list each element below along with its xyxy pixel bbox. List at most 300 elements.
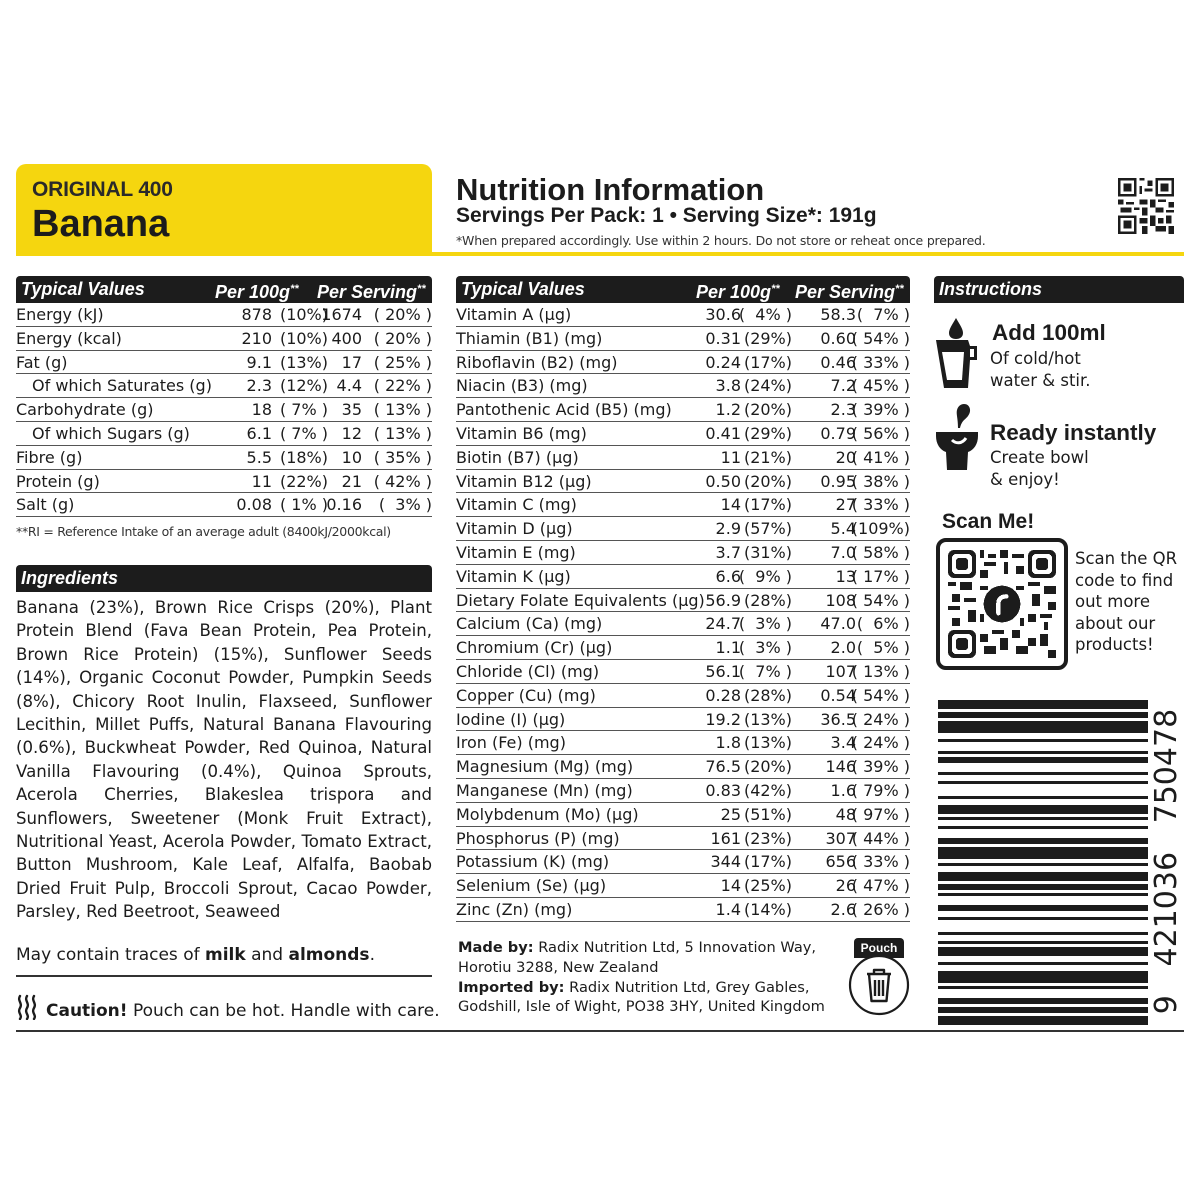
nutrient-name: Carbohydrate (g)	[16, 400, 154, 420]
disposal-label: Pouch	[854, 938, 904, 958]
per100-value: 6.1	[246, 423, 272, 443]
made-by-line	[458, 938, 825, 958]
per100-ri: (10%)	[279, 305, 328, 324]
col-perserving-label: Per Serving	[795, 282, 896, 302]
perserving-value: 21	[341, 471, 362, 491]
nutrient-name: Chromium (Cr) (µg)	[456, 638, 613, 658]
col-per100-stars: **	[771, 283, 780, 295]
step2-text	[990, 447, 1089, 491]
nutrient-row	[456, 398, 910, 422]
nutrient-row	[16, 327, 432, 351]
per100-value: 18	[251, 400, 272, 420]
perserving-ri: ( 33% )	[851, 495, 910, 515]
perserving-value: 307	[825, 828, 856, 848]
perserving-value: 7.2	[830, 376, 856, 396]
perserving-ri: ( 25% )	[373, 352, 432, 372]
perserving-ri: ( 20% )	[373, 328, 432, 348]
nutrient-row	[456, 541, 910, 565]
per100-value: 210	[241, 328, 272, 348]
perserving-ri: ( 7% )	[856, 305, 910, 324]
perserving-value: 0.16	[326, 495, 362, 515]
perserving-ri: ( 54% )	[851, 685, 910, 705]
barcode-bar	[938, 772, 1148, 775]
barcode-bar	[938, 757, 1148, 763]
header-underline	[432, 252, 1184, 256]
nutrient-row	[456, 303, 910, 327]
heat-wave-icon	[16, 994, 38, 1020]
nutrient-name: Vitamin K (µg)	[456, 566, 571, 586]
barcode-bar	[938, 700, 1148, 709]
barcode-bar	[938, 941, 1148, 944]
per100-value: 2.9	[715, 519, 741, 539]
caution-divider	[16, 975, 432, 977]
per100-value: 344	[710, 852, 741, 872]
per100-value: 0.31	[705, 328, 741, 348]
recycle-bin-icon	[848, 954, 910, 1016]
nutrient-row	[456, 731, 910, 755]
perserving-value: 1674	[321, 305, 362, 324]
perserving-value: 0.95	[820, 471, 856, 491]
perserving-ri: ( 6% )	[856, 614, 910, 634]
perserving-value: 7.0	[830, 542, 856, 562]
nutrient-row	[456, 660, 910, 684]
product-name: Banana	[32, 203, 170, 245]
per100-ri: ( 7% )	[279, 423, 328, 443]
nutrient-name: Salt (g)	[16, 495, 75, 515]
perserving-value: 47.0	[820, 614, 856, 634]
per100-value: 11	[251, 471, 272, 491]
barcode-bar	[938, 781, 1148, 784]
nutrient-name: Pantothenic Acid (B5) (mg)	[456, 400, 672, 420]
per100-ri: (20%)	[743, 400, 792, 420]
per100-value: 14	[720, 495, 741, 515]
perserving-value: 1.6	[830, 780, 856, 800]
nutrient-name: Molybdenum (Mo) (µg)	[456, 804, 639, 824]
bowl-spoon-icon	[934, 404, 980, 472]
caution-label: Caution!	[46, 1001, 128, 1021]
traces-and: and	[245, 945, 289, 965]
manufacturer-info	[458, 938, 825, 1017]
perserving-ri: ( 47% )	[851, 876, 910, 896]
perserving-value: 2.3	[830, 400, 856, 420]
step2-line2: & enjoy!	[990, 470, 1060, 489]
nutrient-row	[456, 446, 910, 470]
scan-qr-frame[interactable]	[936, 538, 1068, 670]
traces-end: .	[369, 945, 375, 965]
barcode-bar	[938, 739, 1148, 742]
per100-ri: ( 9% )	[738, 566, 792, 586]
nutrient-row	[456, 493, 910, 517]
nutrient-name: Vitamin B6 (mg)	[456, 423, 587, 443]
col-per100	[696, 276, 780, 306]
perserving-ri: ( 3% )	[378, 495, 432, 515]
perserving-value: 13	[835, 566, 856, 586]
barcode-bar	[938, 712, 1148, 718]
perserving-ri: ( 35% )	[373, 447, 432, 467]
macro-table	[16, 276, 432, 517]
perserving-ri: ( 33% )	[851, 852, 910, 872]
col-perserving-stars: **	[417, 283, 426, 295]
macro-rows	[16, 303, 432, 517]
perserving-value: 12	[341, 423, 362, 443]
nutrient-name: Vitamin E (mg)	[456, 542, 576, 562]
barcode-bar	[938, 847, 1148, 859]
col-perserving	[795, 276, 904, 306]
per100-value: 6.6	[715, 566, 741, 586]
nutrient-name: Fibre (g)	[16, 447, 83, 467]
per100-ri: (17%)	[743, 852, 792, 872]
nutrient-row	[16, 493, 432, 517]
nutrient-row	[16, 470, 432, 494]
bottom-divider	[16, 1030, 1184, 1032]
perserving-ri: ( 41% )	[851, 447, 910, 467]
per100-ri: ( 4% )	[738, 305, 792, 324]
perserving-ri: ( 58% )	[851, 542, 910, 562]
nutrient-row	[456, 351, 910, 375]
perserving-ri: ( 20% )	[373, 305, 432, 324]
nutrient-row	[456, 708, 910, 732]
nutrient-name: Iron (Fe) (mg)	[456, 733, 566, 753]
per100-ri: ( 1% )	[279, 495, 328, 515]
per100-ri: (29%)	[743, 328, 792, 348]
per100-value: 0.28	[705, 685, 741, 705]
perserving-ri: ( 13% )	[373, 423, 432, 443]
barcode-bar	[938, 817, 1148, 820]
nutrient-name: Iodine (I) (µg)	[456, 709, 566, 729]
per100-value: 0.08	[236, 495, 272, 515]
perserving-value: 108	[825, 590, 856, 610]
perserving-ri: ( 17% )	[851, 566, 910, 586]
nutrient-row	[456, 779, 910, 803]
nutrient-row	[456, 850, 910, 874]
per100-ri: (20%)	[743, 757, 792, 777]
nutrient-row	[456, 874, 910, 898]
perserving-ri: ( 56% )	[851, 423, 910, 443]
serving-info: Servings Per Pack: 1 • Serving Size*: 191g	[456, 204, 877, 227]
disposal-badge	[848, 938, 910, 1018]
perserving-value: 10	[341, 447, 362, 467]
per100-ri: (14%)	[743, 899, 792, 919]
per100-value: 5.5	[246, 447, 272, 467]
perserving-ri: ( 5% )	[856, 638, 910, 658]
nutrient-row	[456, 803, 910, 827]
per100-value: 1.4	[715, 899, 741, 919]
perserving-ri: ( 54% )	[851, 328, 910, 348]
per100-value: 1.8	[715, 733, 741, 753]
nutrient-row	[456, 327, 910, 351]
per100-value: 0.41	[705, 423, 741, 443]
per100-value: 3.7	[715, 542, 741, 562]
col-per100-label: Per 100g	[215, 282, 291, 302]
per100-ri: (12%)	[279, 376, 328, 396]
perserving-ri: ( 13% )	[851, 661, 910, 681]
micro-table-header	[456, 276, 910, 303]
perserving-ri: ( 54% )	[851, 590, 910, 610]
barcode-bar	[938, 893, 1148, 896]
nutrient-name: Chloride (Cl) (mg)	[456, 661, 600, 681]
traces-prefix: May contain traces of	[16, 945, 205, 965]
per100-ri: (13%)	[743, 733, 792, 753]
col-typical: Typical Values	[461, 279, 585, 299]
nutrient-row	[16, 422, 432, 446]
nutrient-name: Protein (g)	[16, 471, 100, 491]
per100-ri: (23%)	[743, 828, 792, 848]
per100-value: 161	[710, 828, 741, 848]
per100-ri: (31%)	[743, 542, 792, 562]
perserving-ri: ( 13% )	[373, 400, 432, 420]
perserving-value: 3.4	[830, 733, 856, 753]
perserving-ri: ( 26% )	[851, 899, 910, 919]
nutrient-row	[456, 636, 910, 660]
barcode-bar	[938, 947, 1148, 956]
perserving-value: 17	[341, 352, 362, 372]
nutrient-row	[16, 351, 432, 375]
macro-table-header	[16, 276, 432, 303]
per100-value: 30.6	[705, 305, 741, 324]
product-line: ORIGINAL 400	[32, 178, 173, 201]
nutrient-row	[456, 589, 910, 613]
per100-ri: (29%)	[743, 423, 792, 443]
barcode-bar	[938, 838, 1148, 844]
perserving-value: 2.0	[830, 638, 856, 658]
nutrient-row	[16, 374, 432, 398]
nutrient-name: Calcium (Ca) (mg)	[456, 614, 603, 634]
nutrient-name: Riboflavin (B2) (mg)	[456, 352, 618, 372]
per100-ri: ( 7% )	[279, 400, 328, 420]
nutrient-name: Energy (kJ)	[16, 305, 104, 324]
perserving-value: 58.3	[820, 305, 856, 324]
perserving-ri: ( 45% )	[851, 376, 910, 396]
micro-rows	[456, 303, 910, 922]
perserving-ri: ( 24% )	[851, 709, 910, 729]
perserving-value: 20	[835, 447, 856, 467]
col-perserving-stars: **	[895, 283, 904, 295]
per100-value: 25	[720, 804, 741, 824]
nutrient-name: Manganese (Mn) (mg)	[456, 780, 633, 800]
step1-line2: water & stir.	[990, 371, 1091, 390]
perserving-value: 0.46	[820, 352, 856, 372]
nutrient-row	[456, 684, 910, 708]
perserving-value: 48	[835, 804, 856, 824]
nutrient-row	[456, 470, 910, 494]
nutrient-name: Phosphorus (P) (mg)	[456, 828, 620, 848]
per100-value: 76.5	[705, 757, 741, 777]
per100-value: 0.50	[705, 471, 741, 491]
barcode-bar	[938, 1007, 1148, 1013]
allergen-milk: milk	[204, 945, 246, 965]
per100-value: 11	[720, 447, 741, 467]
barcode-bar	[938, 962, 1148, 965]
barcode-bar	[938, 1016, 1148, 1025]
scan-title: Scan Me!	[942, 510, 1035, 533]
scan-line: products!	[1075, 635, 1154, 654]
scan-line: Scan the QR	[1075, 549, 1178, 568]
perserving-value: 4.4	[336, 376, 362, 396]
made-by-address1: Radix Nutrition Ltd, 5 Innovation Way,	[533, 939, 817, 956]
per100-ri: ( 3% )	[738, 614, 792, 634]
nutrient-row	[456, 827, 910, 851]
per100-ri: (10%)	[279, 328, 328, 348]
per100-ri: (18%)	[279, 447, 328, 467]
barcode-bar	[938, 721, 1148, 733]
nutrient-name: Vitamin A (µg)	[456, 305, 572, 324]
per100-ri: (17%)	[743, 495, 792, 515]
perserving-value: 35	[341, 400, 362, 420]
nutrient-name: Magnesium (Mg) (mg)	[456, 757, 634, 777]
nutrient-row	[456, 612, 910, 636]
per100-value: 14	[720, 876, 741, 896]
scan-line: code to find	[1075, 570, 1174, 590]
step1-text	[990, 348, 1091, 392]
per100-value: 24.7	[705, 614, 741, 634]
ri-note: **RI = Reference Intake of an average adult (8400kJ/2000kcal)	[16, 524, 391, 539]
per100-value: 1.2	[715, 400, 741, 420]
per100-ri: (17%)	[743, 352, 792, 372]
per100-ri: (57%)	[743, 519, 792, 539]
per100-ri: ( 7% )	[738, 661, 792, 681]
perserving-value: 5.4	[830, 519, 856, 539]
barcode-bar	[938, 805, 1148, 814]
barcode-bar	[938, 905, 1148, 911]
imported-by-address1: Radix Nutrition Ltd, Grey Gables,	[564, 978, 810, 996]
scan-line: about our	[1075, 613, 1156, 633]
step1-title: Add 100ml	[992, 320, 1106, 345]
per100-ri: (42%)	[743, 780, 792, 800]
perserving-ri: (109%)	[851, 519, 910, 539]
per100-ri: ( 3% )	[738, 638, 792, 658]
per100-ri: (51%)	[743, 804, 792, 824]
perserving-value: 107	[825, 661, 856, 681]
barcode-bar	[938, 796, 1148, 799]
perserving-value: 146	[825, 757, 856, 777]
nutrient-name: Vitamin B12 (µg)	[456, 471, 592, 491]
per100-value: 878	[241, 305, 272, 324]
perserving-ri: ( 33% )	[851, 352, 910, 372]
per100-ri: (13%)	[279, 352, 328, 372]
nutrient-row	[456, 898, 910, 922]
perserving-ri: ( 22% )	[373, 376, 432, 396]
barcode-bar	[938, 998, 1148, 1004]
nutrient-name: Energy (kcal)	[16, 328, 122, 348]
water-glass-icon	[934, 318, 980, 390]
step1-line1: Of cold/hot	[990, 349, 1081, 368]
per100-ri: (25%)	[743, 876, 792, 896]
barcode-bar	[938, 872, 1148, 881]
per100-ri: (13%)	[743, 709, 792, 729]
barcode-digits: 9 421036 750478	[1149, 708, 1184, 1015]
micro-table	[456, 276, 910, 922]
per100-ri: (24%)	[743, 376, 792, 396]
perserving-value: 400	[331, 328, 362, 348]
nutrient-row	[16, 303, 432, 327]
per100-ri: (21%)	[743, 447, 792, 467]
per100-ri: (28%)	[743, 590, 792, 610]
per100-value: 2.3	[246, 376, 272, 396]
step2-title: Ready instantly	[990, 420, 1157, 445]
perserving-value: 26	[835, 876, 856, 896]
col-perserving-label: Per Serving	[317, 282, 418, 302]
imported-by-line	[458, 978, 825, 998]
perserving-ri: ( 24% )	[851, 733, 910, 753]
per100-value: 3.8	[715, 376, 741, 396]
barcode-bar	[938, 932, 1148, 935]
imported-by-label: Imported by:	[458, 978, 565, 996]
nutrient-name: Of which Sugars (g)	[32, 423, 190, 443]
allergen-almonds: almonds	[288, 945, 370, 965]
nutrient-name: Potassium (K) (mg)	[456, 852, 610, 872]
barcode-bar	[938, 751, 1148, 754]
perserving-ri: ( 97% )	[851, 804, 910, 824]
perserving-value: 0.54	[820, 685, 856, 705]
made-by-address2: Horotiu 3288, New Zealand	[458, 958, 659, 976]
per100-value: 0.83	[705, 780, 741, 800]
barcode	[938, 700, 1184, 1025]
per100-ri: (20%)	[743, 471, 792, 491]
perserving-ri: ( 42% )	[373, 471, 432, 491]
barcode-bar	[938, 986, 1148, 989]
per100-value: 9.1	[246, 352, 272, 372]
col-typical: Typical Values	[21, 279, 145, 299]
barcode-bars	[938, 700, 1148, 1025]
nutrient-row	[456, 517, 910, 541]
col-per100	[215, 276, 299, 306]
nutrient-row	[456, 755, 910, 779]
nutrient-name: Vitamin D (µg)	[456, 519, 573, 539]
per100-ri: (22%)	[279, 471, 328, 491]
nutrient-name: Copper (Cu) (mg)	[456, 685, 596, 705]
perserving-value: 0.79	[820, 423, 856, 443]
perserving-ri: ( 79% )	[851, 780, 910, 800]
nutrient-row	[456, 565, 910, 589]
scan-description	[1075, 548, 1177, 656]
qr-code-icon[interactable]	[1118, 178, 1174, 234]
perserving-value: 0.60	[820, 328, 856, 348]
nutrient-row	[16, 398, 432, 422]
per100-value: 1.1	[715, 638, 741, 658]
allergen-traces	[16, 945, 375, 965]
per100-value: 19.2	[705, 709, 741, 729]
qr-code-icon[interactable]	[948, 550, 1056, 658]
perserving-ri: ( 39% )	[851, 400, 910, 420]
col-per100-stars: **	[290, 283, 299, 295]
instructions-header: Instructions	[934, 276, 1184, 303]
col-per100-label: Per 100g	[696, 282, 772, 302]
imported-by-address2: Godshill, Isle of Wight, PO38 3HY, United Kingdom	[458, 998, 825, 1016]
product-header	[16, 164, 432, 256]
nutrient-name: Vitamin C (mg)	[456, 495, 577, 515]
nutrient-name: Of which Saturates (g)	[32, 376, 212, 396]
caution-text: Pouch can be hot. Handle with care.	[127, 1001, 440, 1021]
barcode-bar	[938, 863, 1148, 866]
barcode-bar	[938, 826, 1148, 829]
nutrient-name: Selenium (Se) (µg)	[456, 876, 607, 896]
per100-value: 0.24	[705, 352, 741, 372]
step2-line1: Create bowl	[990, 448, 1089, 467]
nutrition-title: Nutrition Information	[456, 172, 765, 207]
barcode-bar	[938, 971, 1148, 983]
caution-note	[16, 994, 440, 1021]
nutrient-name: Zinc (Zn) (mg)	[456, 899, 573, 919]
perserving-value: 2.6	[830, 899, 856, 919]
barcode-bar	[938, 917, 1148, 920]
nutrient-name: Thiamin (B1) (mg)	[456, 328, 603, 348]
col-perserving	[317, 276, 426, 306]
nutrient-name: Niacin (B3) (mg)	[456, 376, 588, 396]
nutrient-row	[456, 422, 910, 446]
made-by-label: Made by:	[458, 939, 534, 956]
ingredients-header: Ingredients	[16, 565, 432, 592]
perserving-value: 36.5	[820, 709, 856, 729]
